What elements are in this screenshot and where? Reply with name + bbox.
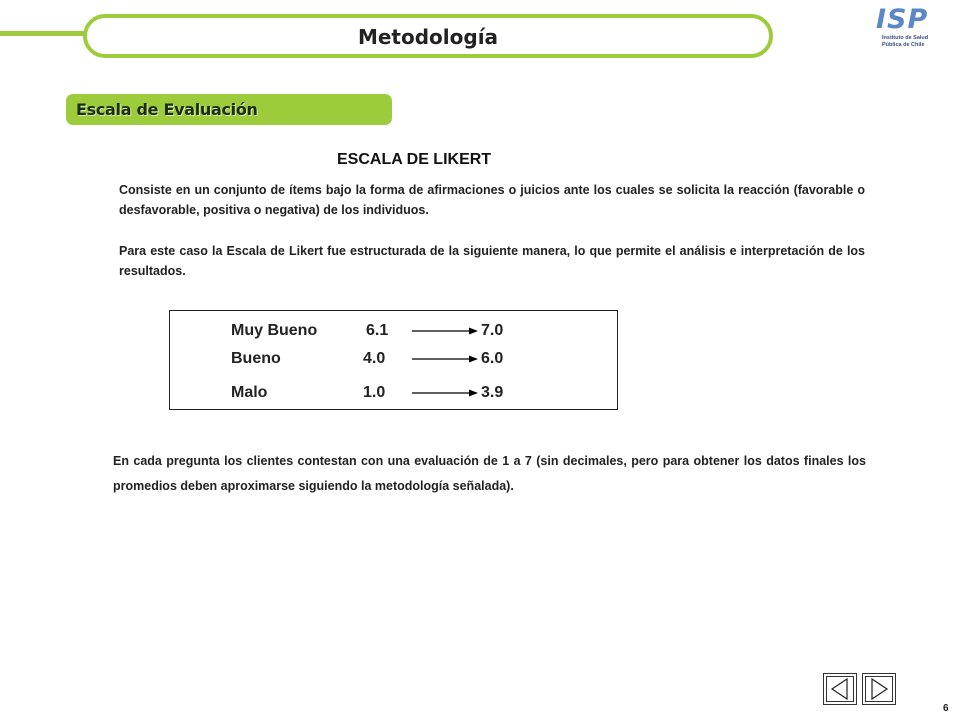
arrow-right-icon	[412, 388, 478, 398]
logo-mark: ISP	[876, 4, 929, 35]
scale-row-bueno	[170, 348, 617, 370]
next-slide-button[interactable]	[862, 673, 896, 705]
logo-subtitle	[882, 35, 942, 48]
arrow-right-icon	[412, 326, 478, 336]
scale-row-label: Malo	[231, 384, 268, 401]
likert-scale-box	[169, 310, 618, 410]
previous-slide-button[interactable]	[823, 673, 857, 705]
logo-subtitle-line2: Pública de Chile	[882, 41, 925, 48]
scale-row-from: 1.0	[363, 384, 386, 401]
section-tab-label: Escala de Evaluación	[76, 100, 258, 119]
scale-row-from: 6.1	[366, 322, 389, 339]
triangle-left-icon	[826, 676, 854, 702]
section-tab	[66, 94, 392, 125]
page-number: 6	[943, 703, 949, 714]
paragraph-definition: Consiste en un conjunto de ítems bajo la forma de afirmaciones o juicios ante los cuales se solicita la reacción (favorable o desfavorable, positiva o negativa) de los individuos.	[119, 183, 865, 217]
paragraph-structure: Para este caso la Escala de Likert fue estructurada de la siguiente manera, lo que permite el análisis e interpretación de los resultados.	[119, 244, 865, 278]
scale-row-to: 7.0	[481, 322, 504, 339]
page-title: Metodología	[357, 25, 499, 49]
logo-subtitle-line1: Instituto de Salud	[882, 35, 929, 41]
title-banner	[83, 14, 773, 58]
isp-logo	[860, 6, 946, 54]
scale-title: ESCALA DE LIKERT	[337, 151, 492, 168]
triangle-right-icon	[865, 676, 893, 702]
scale-row-muy-bueno	[170, 320, 617, 342]
arrow-right-icon	[412, 354, 478, 364]
scale-row-to: 6.0	[481, 350, 504, 367]
scale-row-label: Muy Bueno	[231, 322, 318, 339]
scale-row-malo	[170, 382, 617, 404]
scale-row-label: Bueno	[231, 350, 281, 367]
scale-row-to: 3.9	[481, 384, 504, 401]
title-connector-line	[0, 31, 90, 36]
scale-row-from: 4.0	[363, 350, 386, 367]
paragraph-evaluation-note: En cada pregunta los clientes contestan con una evaluación de 1 a 7 (sin decimales, pero para obtener los datos finales los promedios deben aproximarse siguiendo la metodología señalada).	[113, 454, 866, 493]
